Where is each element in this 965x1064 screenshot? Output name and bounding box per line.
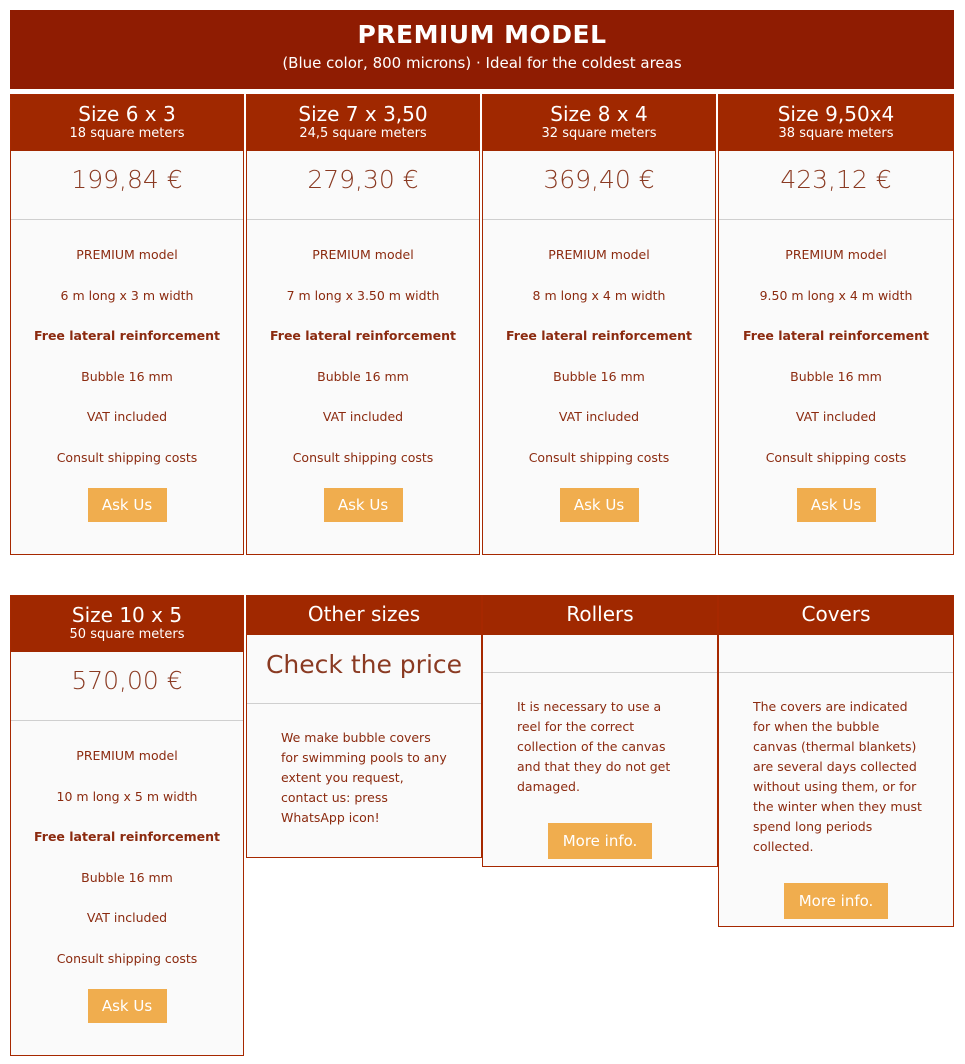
card-sqm: 50 square meters [69, 627, 185, 642]
feature-item: Free lateral reinforcement [506, 328, 692, 344]
card-price: 369,40 € [543, 165, 655, 194]
ask-us-button[interactable]: Ask Us [797, 488, 876, 522]
card-header: Covers [719, 595, 953, 635]
price-row [483, 151, 715, 220]
feature-item: PREMIUM model [76, 247, 178, 262]
feature-item: 7 m long x 3.50 m width [286, 287, 440, 303]
card-size: Size 6 x 3 [78, 102, 176, 126]
card-size: Size 8 x 4 [550, 102, 648, 126]
feature-item: Free lateral reinforcement [34, 829, 220, 845]
card-size: Size 7 x 3,50 [298, 102, 428, 126]
feature-list [483, 220, 715, 484]
card-sqm: 32 square meters [541, 126, 657, 141]
card-header: Rollers [483, 595, 717, 635]
feature-item: PREMIUM model [548, 247, 650, 262]
card-price: 423,12 € [780, 165, 892, 194]
feature-item: Consult shipping costs [528, 449, 670, 465]
feature-item: PREMIUM model [785, 247, 887, 262]
feature-item: 9.50 m long x 4 m width [759, 287, 913, 303]
ask-us-button[interactable]: Ask Us [324, 488, 403, 522]
feature-item: 6 m long x 3 m width [60, 287, 194, 303]
price-row [247, 635, 481, 704]
feature-item: VAT included [322, 409, 404, 425]
rollers-description: It is necessary to use a reel for the correct collection of the canvas and that they do not get damaged. [517, 699, 671, 794]
pricing-card-7x3-50 [246, 94, 480, 555]
card-sqm: 38 square meters [778, 126, 894, 141]
feature-item: VAT included [86, 910, 168, 926]
feature-item: 8 m long x 4 m width [532, 287, 666, 303]
premium-banner [10, 10, 954, 89]
other-sizes-description: We make bubble covers for swimming pools to any extent you request, contact us: press WhatsApp icon! [281, 730, 447, 825]
feature-list [11, 220, 243, 484]
card-header [11, 95, 243, 151]
card-price: 570,00 € [71, 666, 183, 695]
card-header [483, 95, 715, 151]
price-row [247, 151, 479, 220]
feature-list [247, 220, 479, 484]
check-price-text: Check the price [265, 650, 463, 679]
empty-price-row [719, 635, 953, 673]
feature-item: PREMIUM model [312, 247, 414, 262]
feature-list [11, 721, 243, 985]
banner-title: PREMIUM MODEL [357, 20, 607, 49]
card-sqm: 24,5 square meters [299, 126, 427, 141]
feature-item: PREMIUM model [76, 748, 178, 763]
price-row [719, 151, 953, 220]
empty-price-row [483, 635, 717, 673]
feature-item: Bubble 16 mm [553, 368, 645, 384]
card-size: Size 9,50x4 [777, 102, 895, 126]
feature-item: Bubble 16 mm [790, 368, 882, 384]
pricing-card-6x3 [10, 94, 244, 555]
covers-more-info-button[interactable]: More info. [784, 883, 889, 919]
ask-us-button[interactable]: Ask Us [560, 488, 639, 522]
price-row [11, 151, 243, 220]
covers-description: The covers are indicated for when the bubble canvas (thermal blankets) are several days collected without using them, or for the winter when they must spend long periods collected. [753, 699, 922, 854]
pricing-card-10x5 [10, 595, 244, 1056]
feature-item: Consult shipping costs [292, 449, 434, 465]
feature-item: Bubble 16 mm [81, 869, 173, 885]
card-sqm: 18 square meters [69, 126, 185, 141]
card-header [247, 95, 479, 151]
feature-item: Bubble 16 mm [81, 368, 173, 384]
card-header: Other sizes [247, 595, 481, 635]
other-sizes-card [246, 595, 482, 858]
card-price: 279,30 € [307, 165, 419, 194]
banner-subtitle: (Blue color, 800 microns) · Ideal for the coldest areas [282, 54, 682, 72]
feature-item: VAT included [558, 409, 640, 425]
feature-item: 10 m long x 5 m width [56, 788, 198, 804]
card-price: 199,84 € [71, 165, 183, 194]
rollers-more-info-button[interactable]: More info. [548, 823, 653, 859]
card-header [11, 596, 243, 652]
feature-item: Consult shipping costs [765, 449, 907, 465]
ask-us-button[interactable]: Ask Us [88, 989, 167, 1023]
feature-item: Consult shipping costs [56, 449, 198, 465]
feature-item: VAT included [86, 409, 168, 425]
covers-card [718, 595, 954, 927]
card-header [719, 95, 953, 151]
feature-item: Free lateral reinforcement [34, 328, 220, 344]
rollers-card [482, 595, 718, 867]
pricing-card-8x4 [482, 94, 716, 555]
feature-item: Free lateral reinforcement [743, 328, 929, 344]
feature-item: Free lateral reinforcement [270, 328, 456, 344]
feature-item: Bubble 16 mm [317, 368, 409, 384]
feature-item: VAT included [795, 409, 877, 425]
card-size: Size 10 x 5 [71, 603, 183, 627]
feature-item: Consult shipping costs [56, 950, 198, 966]
feature-list [719, 220, 953, 484]
pricing-card-9-50x4 [718, 94, 954, 555]
price-row [11, 652, 243, 721]
ask-us-button[interactable]: Ask Us [88, 488, 167, 522]
